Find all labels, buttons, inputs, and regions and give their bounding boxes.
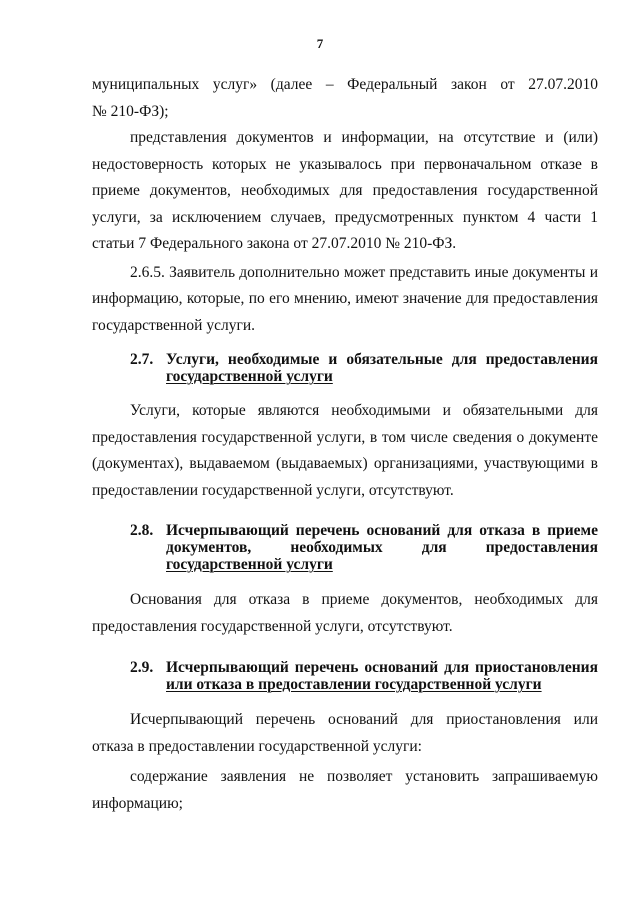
paragraph-documents-info: представления документов и информации, на отсутствие и (или) недостоверность которых не указывалось при первоначальном отказе в приеме документов, необходимых для предоставления государственной услуги, за исключением случаев, предусмотренных пунктом 4 части 1 статьи 7 Федерального закона от 27.07.2010 № 210-ФЗ. [92, 129, 598, 252]
page-number: 7 [316, 36, 324, 51]
section-heading-2-7 [130, 351, 598, 385]
paragraph-continuation-line2: № 210-ФЗ); [92, 102, 169, 120]
section-heading-2-9 [130, 659, 598, 693]
paragraph-suspension-grounds: Исчерпывающий перечень оснований для приостановления или отказа в предоставлении государственной услуги: [92, 711, 598, 755]
paragraph-refusal-grounds: Основания для отказа в приеме документов, необходимых для предоставления государственной услуги, отсутствуют. [92, 591, 598, 635]
section-title-line2: государственной услуги [166, 368, 333, 385]
section-number: 2.8. [130, 522, 154, 539]
paragraph-services: Услуги, которые являются необходимыми и обязательными для предоставления государственной услуги, в том числе сведения о документе (документах), выдаваемом (выдаваемых) организациями, участвующими в предоставлении государственной услуги, отсутствуют. [92, 402, 598, 499]
section-2-9-body [92, 707, 598, 817]
paragraph-2-6-5: 2.6.5. Заявитель дополнительно может представить иные документы и информацию, которые, по его мнению, имеют значение для предоставления государственной услуги. [92, 263, 598, 334]
section-title-line1: Услуги, необходимые и обязательные для предоставления [166, 351, 598, 368]
section-number: 2.9. [130, 659, 154, 676]
paragraph-continuation-line1: муниципальных услуг» (далее – Федеральный закон от 27.07.2010 [92, 76, 598, 93]
section-number: 2.7. [130, 351, 154, 368]
section-title-line2: или отказа в предоставлении государственной услуги [166, 676, 542, 693]
section-2-8-body [92, 587, 598, 640]
intro-block [92, 72, 598, 339]
section-heading-2-8 [130, 522, 598, 573]
section-2-7-body [92, 398, 598, 504]
section-title-line1: Исчерпывающий перечень оснований для приостановления [166, 659, 598, 676]
paragraph-application-content: содержание заявления не позволяет установить запрашиваемую информацию; [92, 768, 598, 812]
section-title-line2: документов, необходимых для предоставления [166, 539, 598, 556]
section-title-line1: Исчерпывающий перечень оснований для отказа в приеме [166, 522, 598, 539]
section-title-line3: государственной услуги [166, 556, 333, 573]
